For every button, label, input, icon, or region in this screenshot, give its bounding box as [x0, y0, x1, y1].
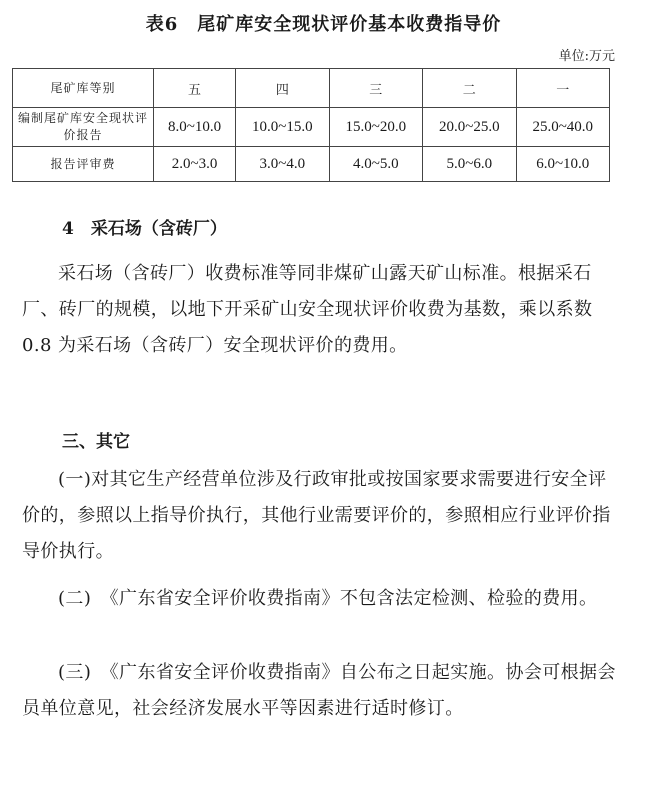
table-cell: 4.0~5.0 [329, 147, 422, 182]
table-cell: 5.0~6.0 [423, 147, 516, 182]
header-cell: 二 [423, 69, 516, 108]
header-cell: 尾矿库等别 [13, 69, 154, 108]
table-unit: 单位:万元 [558, 49, 615, 64]
table-cell: 6.0~10.0 [516, 147, 610, 182]
row-label: 报告评审费 [13, 147, 154, 182]
header-cell: 一 [516, 69, 610, 108]
table-cell: 8.0~10.0 [154, 108, 236, 147]
table-header-row [13, 69, 610, 108]
table-cell: 3.0~4.0 [236, 147, 329, 182]
header-cell: 五 [154, 69, 236, 108]
header-cell: 三 [329, 69, 422, 108]
table-title: 表6 尾矿库安全现状评价基本收费指导价 [145, 14, 502, 35]
header-cell: 四 [236, 69, 329, 108]
other-item-3: (三) 《广东省安全评价收费指南》自公布之日起实施。协会可根据会员单位意见，社会经济发展水平等因素进行适时修订。 [22, 662, 616, 719]
other-item-1: (一)对其它生产经营单位涉及行政审批或按国家要求需要进行安全评价的，参照以上指导价执行，其他行业需要评价的，参照相应行业评价指导价执行。 [22, 469, 611, 562]
table-row [13, 147, 610, 182]
table-cell: 2.0~3.0 [154, 147, 236, 182]
row-label: 编制尾矿库安全现状评价报告 [13, 108, 154, 147]
table-cell: 25.0~40.0 [516, 108, 610, 147]
table-cell: 10.0~15.0 [236, 108, 329, 147]
fee-table [12, 68, 610, 182]
table-cell: 15.0~20.0 [329, 108, 422, 147]
section-heading-other: 三、其它 [62, 432, 130, 452]
table-row [13, 108, 610, 147]
table-cell: 20.0~25.0 [423, 108, 516, 147]
section-heading-quarry: 4 采石场（含砖厂） [62, 219, 227, 239]
quarry-paragraph: 采石场（含砖厂）收费标准等同非煤矿山露天矿山标准。根据采石厂、砖厂的规模，以地下开采矿山安全现状评价收费为基数，乘以系数 0.8 为采石场（含砖厂）安全现状评价的费用。 [22, 263, 593, 356]
other-item-2: (二) 《广东省安全评价收费指南》不包含法定检测、检验的费用。 [58, 588, 598, 609]
